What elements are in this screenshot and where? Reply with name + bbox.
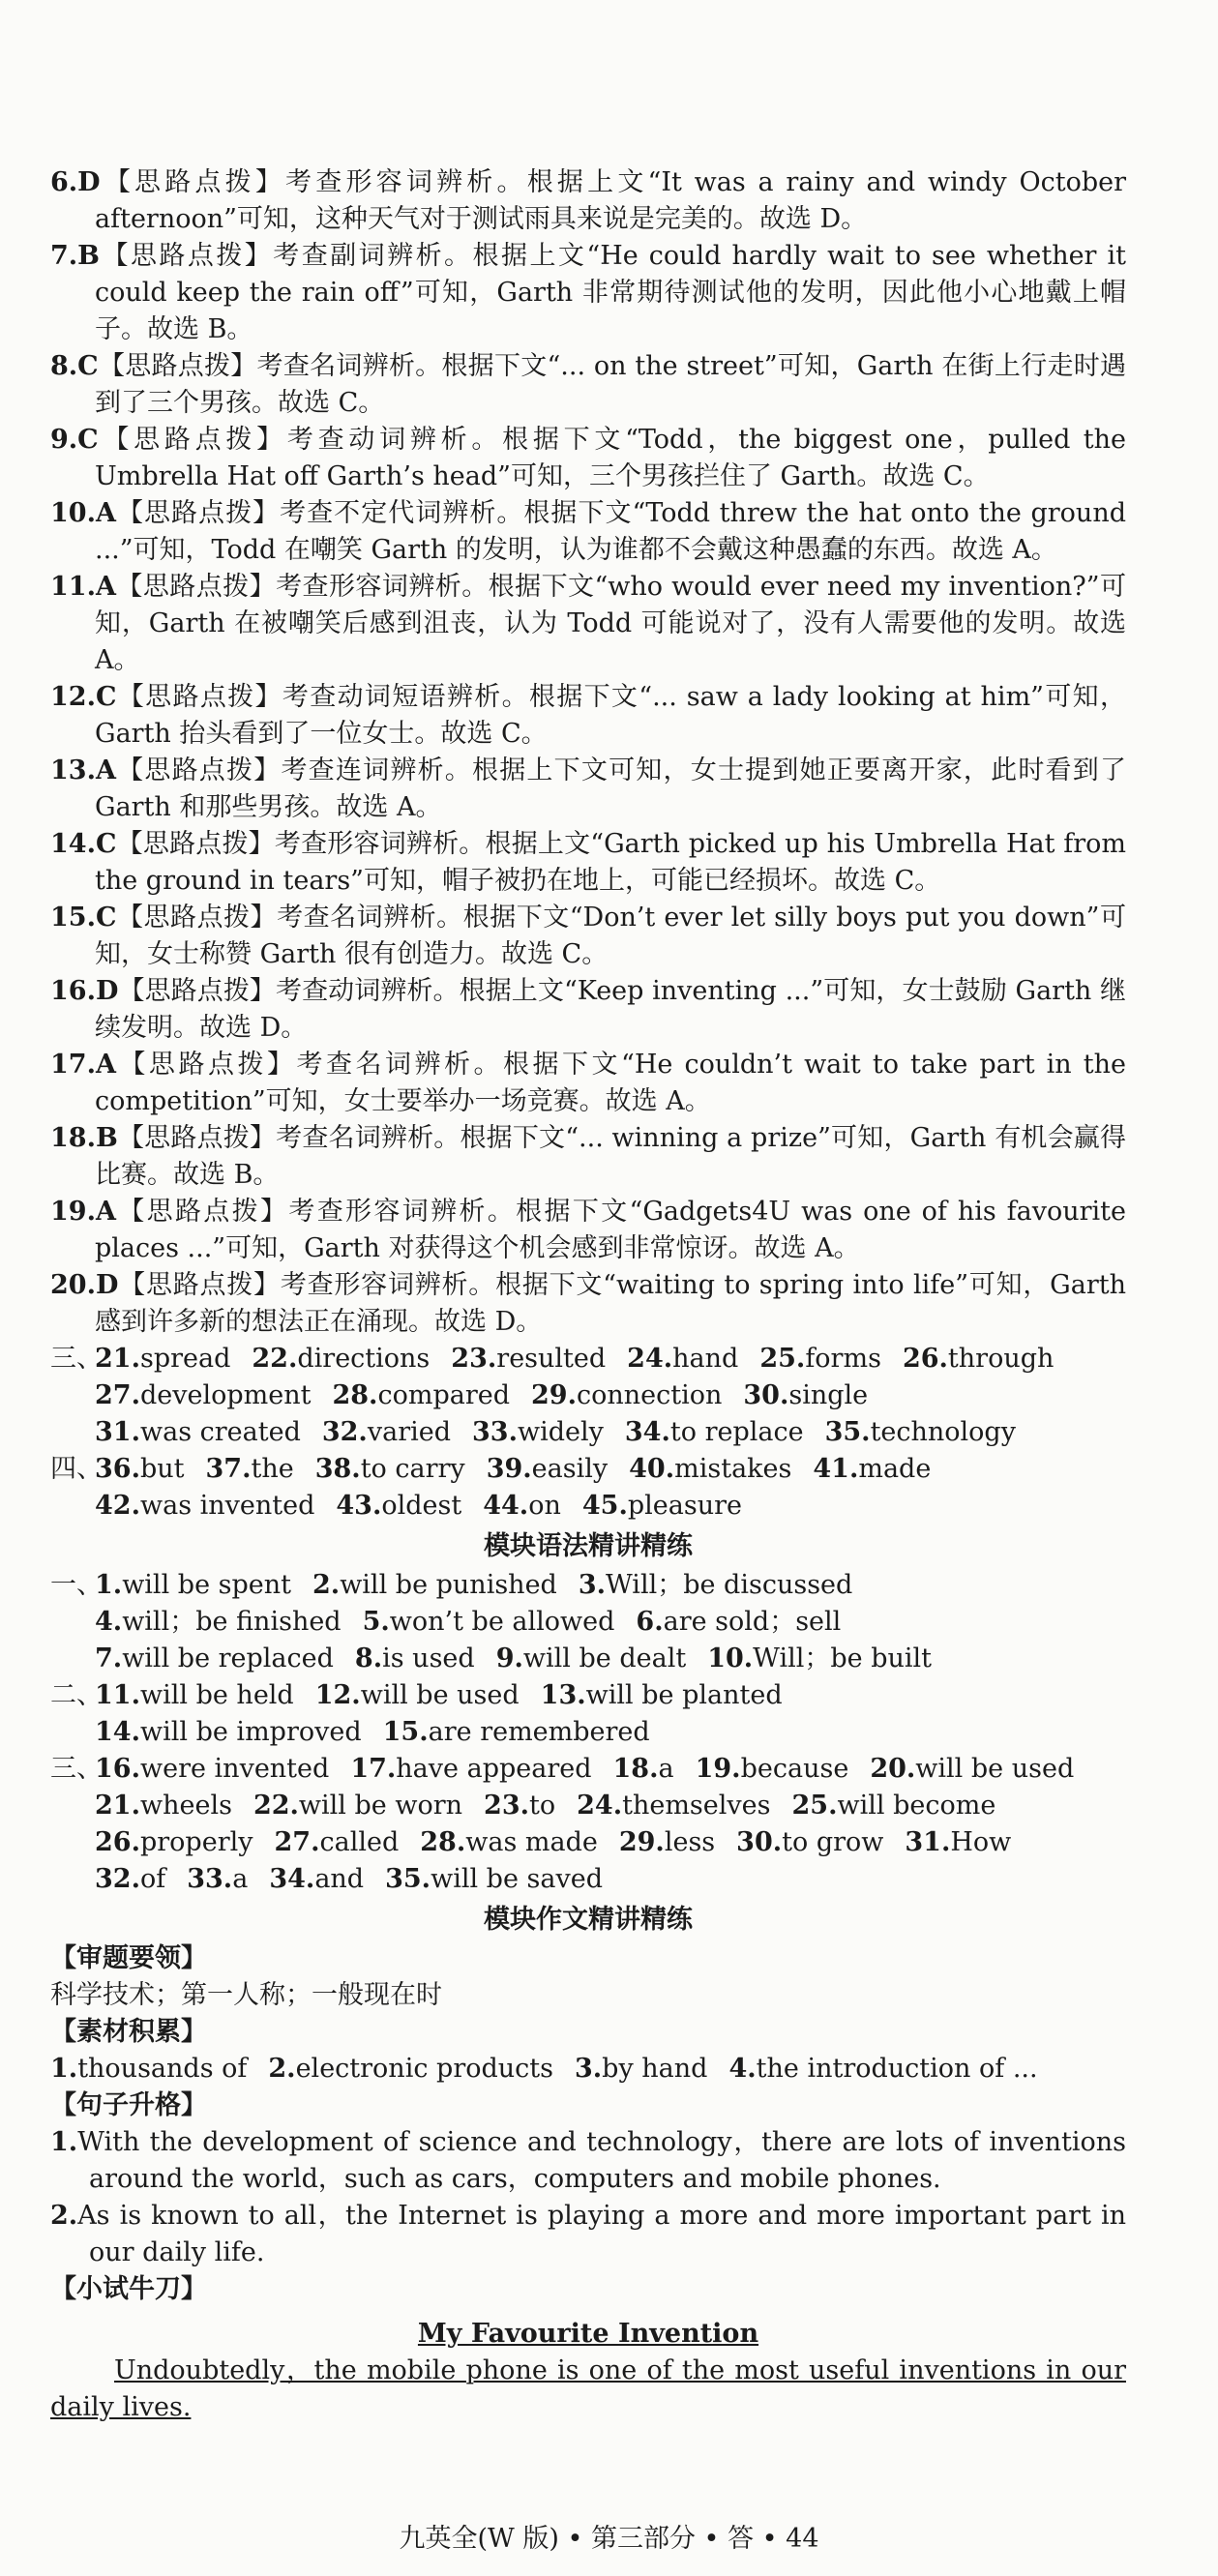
materials-row: [50, 2051, 1126, 2087]
analysis-item: [50, 495, 1126, 569]
material-item: [575, 2051, 707, 2087]
review-text: 科学技术；第一人称；一般现在时: [50, 1980, 442, 2010]
answer-number: 26.: [902, 1344, 948, 1374]
answer-row: [50, 1341, 1126, 1377]
answer-text: Will；be discussed: [606, 1570, 853, 1600]
part3-answers: [50, 1341, 1126, 1451]
upgrade-number: 1.: [50, 2127, 78, 2157]
answer-cell: [636, 1604, 841, 1641]
answer-number: 32.: [321, 1417, 368, 1447]
answer-cell: [95, 1641, 334, 1677]
answer-number: 1.: [95, 1570, 123, 1600]
essay-text: Undoubtedly，the mobile phone is one of the most useful inventions in our daily lives.: [50, 2355, 1126, 2422]
answer-number: 13.: [540, 1680, 586, 1710]
answer-text: to carry: [360, 1454, 465, 1484]
answer-row: [50, 1714, 1126, 1751]
answer-text: mistakes: [674, 1454, 792, 1484]
item-text: 【思路点拨】考查名词辨析。根据下文“... winning a prize”可知，Garth 有机会赢得比赛。故选 B。: [95, 1123, 1126, 1190]
answer-number: 25.: [791, 1791, 838, 1821]
upgrades-list: [50, 2124, 1126, 2271]
answer-text: themselves: [622, 1791, 771, 1821]
analysis-item: [50, 1120, 1126, 1194]
answer-number: 23.: [484, 1791, 530, 1821]
answer-number: 14.: [95, 1717, 140, 1747]
answer-number: 21.: [95, 1344, 140, 1374]
answer-text: forms: [805, 1344, 881, 1374]
answer-text: but: [139, 1454, 185, 1484]
answer-cell: [95, 1677, 294, 1714]
answer-text: oldest: [381, 1491, 462, 1521]
answer-cell: [759, 1341, 881, 1377]
answer-text: wheels: [139, 1791, 232, 1821]
answer-text: spread: [139, 1344, 231, 1374]
answer-number: 17.: [350, 1754, 397, 1784]
material-item: [268, 2051, 553, 2087]
answer-cell: [355, 1641, 475, 1677]
answer-text: the: [251, 1454, 294, 1484]
answer-cell: [582, 1488, 742, 1525]
answer-number: 8.: [354, 1643, 383, 1673]
material-item: [50, 2051, 247, 2087]
answer-number: 30.: [736, 1827, 783, 1857]
answer-number: 31.: [905, 1827, 951, 1857]
part4-answers: [50, 1451, 1126, 1525]
answer-cell: [531, 1377, 722, 1414]
answer-cell: [206, 1451, 294, 1488]
answer-cell: [629, 1451, 791, 1488]
answer-text: are sold；sell: [663, 1607, 842, 1637]
answer-text: have appeared: [396, 1754, 592, 1784]
analysis-item: [50, 1267, 1126, 1341]
answer-text: will be improved: [139, 1717, 362, 1747]
answer-number: 24.: [627, 1344, 673, 1374]
answer-number: 11.: [95, 1680, 140, 1710]
answer-cell: [625, 1414, 804, 1451]
answer-cell: [252, 1341, 430, 1377]
answer-cell: [332, 1377, 510, 1414]
answer-text: will；be finished: [122, 1607, 342, 1637]
answer-cell: [253, 1788, 462, 1824]
answer-number: 34.: [269, 1864, 315, 1894]
answer-cell: [825, 1414, 1016, 1451]
item-number: 8.C: [50, 351, 99, 381]
answer-cell: [627, 1341, 738, 1377]
material-number: 1.: [50, 2054, 78, 2084]
answer-text: a: [658, 1754, 674, 1784]
answer-row: [50, 1451, 1126, 1488]
grammar-section-title: 模块语法精讲精练: [484, 1531, 693, 1561]
answer-number: 28.: [420, 1827, 466, 1857]
answer-text: is used: [382, 1643, 475, 1673]
analysis-item: [50, 569, 1126, 679]
answer-text: single: [788, 1380, 869, 1410]
item-number: 15.C: [50, 903, 117, 933]
answer-text: will become: [837, 1791, 996, 1821]
answer-number: 30.: [743, 1380, 789, 1410]
answer-cell: [95, 1824, 253, 1861]
answer-text: called: [319, 1827, 400, 1857]
answer-number: 29.: [618, 1827, 665, 1857]
answer-cell: [613, 1751, 674, 1788]
section-label: 三、: [50, 1344, 103, 1374]
answer-number: 22.: [253, 1791, 299, 1821]
answer-number: 12.: [314, 1680, 361, 1710]
answer-text: resulted: [496, 1344, 607, 1374]
answer-number: 40.: [629, 1454, 675, 1484]
item-number: 17.A: [50, 1050, 116, 1080]
answer-cell: [420, 1824, 598, 1861]
answer-cell: [95, 1414, 301, 1451]
answer-cell: [383, 1714, 650, 1751]
answer-text: on: [528, 1491, 561, 1521]
answer-number: 33.: [187, 1864, 233, 1894]
upgrade-number: 2.: [50, 2201, 78, 2231]
answer-number: 5.: [362, 1607, 390, 1637]
answer-text: widely: [517, 1417, 604, 1447]
upgrade-item: [50, 2124, 1126, 2198]
answer-number: 2.: [312, 1570, 341, 1600]
answer-number: 27.: [274, 1827, 320, 1857]
analysis-item: [50, 238, 1126, 348]
section-label: 四、: [50, 1454, 103, 1484]
answer-number: 42.: [95, 1491, 140, 1521]
item-number: 16.D: [50, 976, 119, 1006]
answer-text: will be saved: [431, 1864, 603, 1894]
answer-text: pleasure: [627, 1491, 742, 1521]
answer-text: will be spent: [122, 1570, 291, 1600]
answer-cell: [870, 1751, 1074, 1788]
answer-cell: [905, 1824, 1011, 1861]
item-text: 【思路点拨】考查动词辨析。根据上文“Keep inventing ...”可知，女士鼓励 Garth 继续发明。故选 D。: [95, 976, 1126, 1043]
item-number: 9.C: [50, 425, 99, 455]
answer-number: 35.: [824, 1417, 871, 1447]
item-text: 【思路点拨】考查名词辨析。根据下文“... on the street”可知，Garth 在街上行走时遇到了三个男孩。故选 C。: [95, 351, 1126, 418]
answer-text: How: [950, 1827, 1012, 1857]
answer-text: connection: [576, 1380, 723, 1410]
item-text: 【思路点拨】考查连词辨析。根据上下文可知，女士提到她正要离开家，此时看到了 Garth 和那些男孩。故选 A。: [95, 755, 1126, 822]
answer-row: [50, 1414, 1126, 1451]
material-number: 3.: [574, 2054, 603, 2084]
answer-row: [50, 1788, 1126, 1824]
answer-cell: [312, 1567, 557, 1604]
answer-row: [50, 1677, 1126, 1714]
answer-cell: [472, 1414, 604, 1451]
answer-text: and: [314, 1864, 365, 1894]
answer-text: will be worn: [298, 1791, 463, 1821]
item-text: 【思路点拨】考查名词辨析。根据下文“Don’t ever let silly boys put you down”可知，女士称赞 Garth 很有创造力。故选 C。: [95, 903, 1126, 969]
answer-row: [50, 1824, 1126, 1861]
material-label: 【素材积累】: [50, 2017, 207, 2047]
answer-number: 21.: [95, 1791, 140, 1821]
material-number: 4.: [728, 2054, 757, 2084]
answer-text: to: [529, 1791, 556, 1821]
answer-cell: [484, 1788, 555, 1824]
answer-text: to grow: [782, 1827, 884, 1857]
answer-number: 28.: [332, 1380, 378, 1410]
analysis-item: [50, 164, 1126, 238]
answer-cell: [95, 1751, 329, 1788]
answer-number: 15.: [382, 1717, 429, 1747]
materials-list: [50, 2051, 1126, 2087]
answer-row: [50, 1567, 1126, 1604]
item-number: 19.A: [50, 1197, 116, 1227]
analysis-item: [50, 753, 1126, 826]
answer-cell: [95, 1377, 311, 1414]
section-label: 一、: [50, 1570, 103, 1600]
answer-cell: [95, 1788, 232, 1824]
answer-cell: [813, 1451, 931, 1488]
page-footer: 九英全(W 版) • 第三部分 • 答 • 44: [399, 2524, 819, 2554]
answer-number: 23.: [451, 1344, 497, 1374]
answer-text: of: [139, 1864, 166, 1894]
answer-text: will be replaced: [122, 1643, 334, 1673]
review-label: 【审题要领】: [50, 1943, 207, 1973]
answer-text: technology: [870, 1417, 1016, 1447]
answer-text: easily: [531, 1454, 609, 1484]
item-text: 【思路点拨】考查形容词辨析。根据下文“who would ever need my invention?”可知，Garth 在被嘲笑后感到沮丧，认为 Todd 可能说对了，没有人需要他的发明。故选 A。: [95, 572, 1126, 675]
analysis-item: [50, 422, 1126, 495]
item-number: 11.A: [50, 572, 116, 602]
answer-text: because: [740, 1754, 849, 1784]
answer-number: 4.: [95, 1607, 123, 1637]
answer-number: 35.: [385, 1864, 431, 1894]
answer-text: compared: [377, 1380, 510, 1410]
item-text: 【思路点拨】考查副词辨析。根据上文“He could hardly wait to see whether it could keep the rain off”可知，Garth 非常期待测试他的发明，因此他小心地戴上帽子。故选 B。: [95, 241, 1126, 344]
answer-cell: [792, 1788, 996, 1824]
answer-cell: [903, 1341, 1054, 1377]
answer-text: through: [947, 1344, 1055, 1374]
grammar-answers: [50, 1567, 1126, 1898]
material-text: electronic products: [295, 2054, 553, 2084]
answer-cell: [736, 1824, 883, 1861]
answer-number: 39.: [486, 1454, 532, 1484]
answer-number: 19.: [695, 1754, 741, 1784]
answer-cell: [743, 1377, 868, 1414]
item-text: 【思路点拨】考查形容词辨析。根据上文“It was a rainy and windy October afternoon”可知，这种天气对于测试雨具来说是完美的。故选 D。: [95, 167, 1126, 234]
item-number: 7.B: [50, 241, 101, 271]
item-text: 【思路点拨】考查不定代词辨析。根据下文“Todd threw the hat onto the ground ...”可知，Todd 在嘲笑 Garth 的发明，认为谁都不会戴这种愚蠢的东西。故选 A。: [95, 498, 1126, 565]
answer-cell: [95, 1341, 230, 1377]
item-number: 18.B: [50, 1123, 118, 1153]
answer-cell: [350, 1751, 591, 1788]
answer-number: 33.: [472, 1417, 518, 1447]
analysis-list: [50, 164, 1126, 1341]
answer-text: properly: [139, 1827, 253, 1857]
writing-section-title: 模块作文精讲精练: [484, 1905, 693, 1935]
answer-row: [50, 1604, 1126, 1641]
answer-number: 41.: [813, 1454, 859, 1484]
essay-title: My Favourite Invention: [417, 2319, 759, 2349]
answer-cell: [496, 1641, 686, 1677]
answer-number: 44.: [483, 1491, 529, 1521]
answer-text: directions: [297, 1344, 431, 1374]
answer-cell: [95, 1488, 314, 1525]
answer-cell: [95, 1451, 185, 1488]
answer-text: will be dealt: [522, 1643, 687, 1673]
answer-cell: [451, 1341, 606, 1377]
answer-cell: [385, 1861, 603, 1898]
answer-number: 9.: [495, 1643, 523, 1673]
answer-number: 16.: [95, 1754, 140, 1784]
answer-row: [50, 1641, 1126, 1677]
section-label: 三、: [50, 1754, 103, 1784]
answer-number: 10.: [707, 1643, 754, 1673]
answer-cell: [619, 1824, 715, 1861]
item-number: 12.C: [50, 682, 117, 712]
answer-cell: [187, 1861, 248, 1898]
answer-cell: [577, 1788, 770, 1824]
answer-cell: [541, 1677, 783, 1714]
answer-text: a: [232, 1864, 249, 1894]
analysis-item: [50, 1047, 1126, 1120]
material-text: the introduction of ...: [756, 2054, 1038, 2084]
answer-text: won’t be allowed: [389, 1607, 615, 1637]
answer-text: will be held: [139, 1680, 294, 1710]
analysis-item: [50, 826, 1126, 900]
material-number: 2.: [268, 2054, 296, 2084]
material-item: [728, 2051, 1037, 2087]
analysis-item: [50, 348, 1126, 422]
answer-number: 36.: [95, 1454, 140, 1484]
answer-number: 45.: [581, 1491, 628, 1521]
item-number: 10.A: [50, 498, 116, 528]
answer-number: 26.: [95, 1827, 140, 1857]
item-text: 【思路点拨】考查动词辨析。根据下文“Todd，the biggest one，pulled the Umbrella Hat off Garth’s head”可知，三个男孩拦住了 Garth。故选 C。: [95, 425, 1126, 491]
item-number: 14.C: [50, 829, 117, 859]
answer-number: 31.: [95, 1417, 140, 1447]
answer-number: 22.: [252, 1344, 298, 1374]
answer-cell: [707, 1641, 932, 1677]
answer-text: are remembered: [428, 1717, 650, 1747]
answer-row: [50, 1488, 1126, 1525]
analysis-item: [50, 973, 1126, 1047]
answer-text: will be used: [360, 1680, 520, 1710]
answer-text: Will；be built: [753, 1643, 932, 1673]
material-text: thousands of: [77, 2054, 248, 2084]
answer-number: 27.: [95, 1380, 140, 1410]
upgrade-text: With the development of science and technology，there are lots of inventions around the world，such as cars，computers and mobile phones.: [77, 2127, 1126, 2194]
answer-number: 20.: [870, 1754, 916, 1784]
upgrade-item: [50, 2198, 1126, 2271]
answer-number: 6.: [636, 1607, 664, 1637]
item-number: 6.D: [50, 167, 101, 197]
answer-text: to replace: [669, 1417, 804, 1447]
answer-number: 32.: [95, 1864, 140, 1894]
answer-page: [50, 164, 1126, 2426]
answer-number: 37.: [205, 1454, 252, 1484]
answer-cell: [483, 1488, 561, 1525]
answer-number: 3.: [578, 1570, 607, 1600]
answer-number: 24.: [577, 1791, 623, 1821]
upgrade-label: 【句子升格】: [50, 2090, 207, 2120]
answer-cell: [315, 1677, 520, 1714]
answer-text: will be used: [915, 1754, 1075, 1784]
answer-cell: [269, 1861, 364, 1898]
answer-text: varied: [367, 1417, 451, 1447]
answer-cell: [95, 1861, 165, 1898]
item-text: 【思路点拨】考查形容词辨析。根据下文“waiting to spring into life”可知，Garth 感到许多新的想法正在涌现。故选 D。: [95, 1270, 1126, 1337]
item-number: 13.A: [50, 755, 116, 785]
analysis-item: [50, 900, 1126, 973]
answer-cell: [315, 1451, 465, 1488]
trial-label: 【小试牛刀】: [50, 2274, 207, 2304]
answer-text: development: [139, 1380, 312, 1410]
material-text: by hand: [602, 2054, 708, 2084]
item-text: 【思路点拨】考查形容词辨析。根据下文“Gadgets4U was one of his favourite places ...”可知，Garth 对获得这个机会感到非常惊讶。故选 A。: [95, 1197, 1126, 1263]
answer-number: 7.: [95, 1643, 123, 1673]
answer-text: was created: [139, 1417, 301, 1447]
answer-row: [50, 1861, 1126, 1898]
answer-text: less: [664, 1827, 716, 1857]
answer-row: [50, 1377, 1126, 1414]
answer-text: hand: [672, 1344, 739, 1374]
answer-row: [50, 1751, 1126, 1788]
answer-number: 25.: [759, 1344, 806, 1374]
item-text: 【思路点拨】考查形容词辨析。根据上文“Garth picked up his Umbrella Hat from the ground in tears”可知，帽子被扔在地上，可能已经损坏。故选 C。: [95, 829, 1126, 896]
answer-cell: [95, 1604, 342, 1641]
answer-text: made: [858, 1454, 932, 1484]
answer-cell: [95, 1714, 362, 1751]
item-number: 20.D: [50, 1270, 119, 1300]
answer-cell: [336, 1488, 461, 1525]
answer-cell: [275, 1824, 400, 1861]
analysis-item: [50, 679, 1126, 753]
answer-text: will be planted: [585, 1680, 783, 1710]
answer-cell: [95, 1567, 291, 1604]
answer-cell: [696, 1751, 849, 1788]
upgrade-text: As is known to all，the Internet is playing a more and more important part in our daily life.: [77, 2201, 1126, 2267]
answer-text: was made: [465, 1827, 598, 1857]
answer-number: 38.: [314, 1454, 361, 1484]
section-label: 二、: [50, 1680, 103, 1710]
answer-cell: [363, 1604, 615, 1641]
answer-cell: [579, 1567, 852, 1604]
answer-number: 34.: [624, 1417, 670, 1447]
answer-text: was invented: [139, 1491, 315, 1521]
answer-number: 43.: [336, 1491, 382, 1521]
analysis-item: [50, 1194, 1126, 1267]
item-text: 【思路点拨】考查名词辨析。根据下文“He couldn’t wait to take part in the competition”可知，女士要举办一场竞赛。故选 A。: [95, 1050, 1126, 1116]
answer-number: 18.: [612, 1754, 659, 1784]
answer-cell: [322, 1414, 451, 1451]
answer-text: were invented: [139, 1754, 330, 1784]
answer-cell: [487, 1451, 608, 1488]
answer-number: 29.: [531, 1380, 577, 1410]
answer-text: will be punished: [340, 1570, 557, 1600]
item-text: 【思路点拨】考查动词短语辨析。根据下文“... saw a lady looking at him”可知，Garth 抬头看到了一位女士。故选 C。: [95, 682, 1126, 749]
